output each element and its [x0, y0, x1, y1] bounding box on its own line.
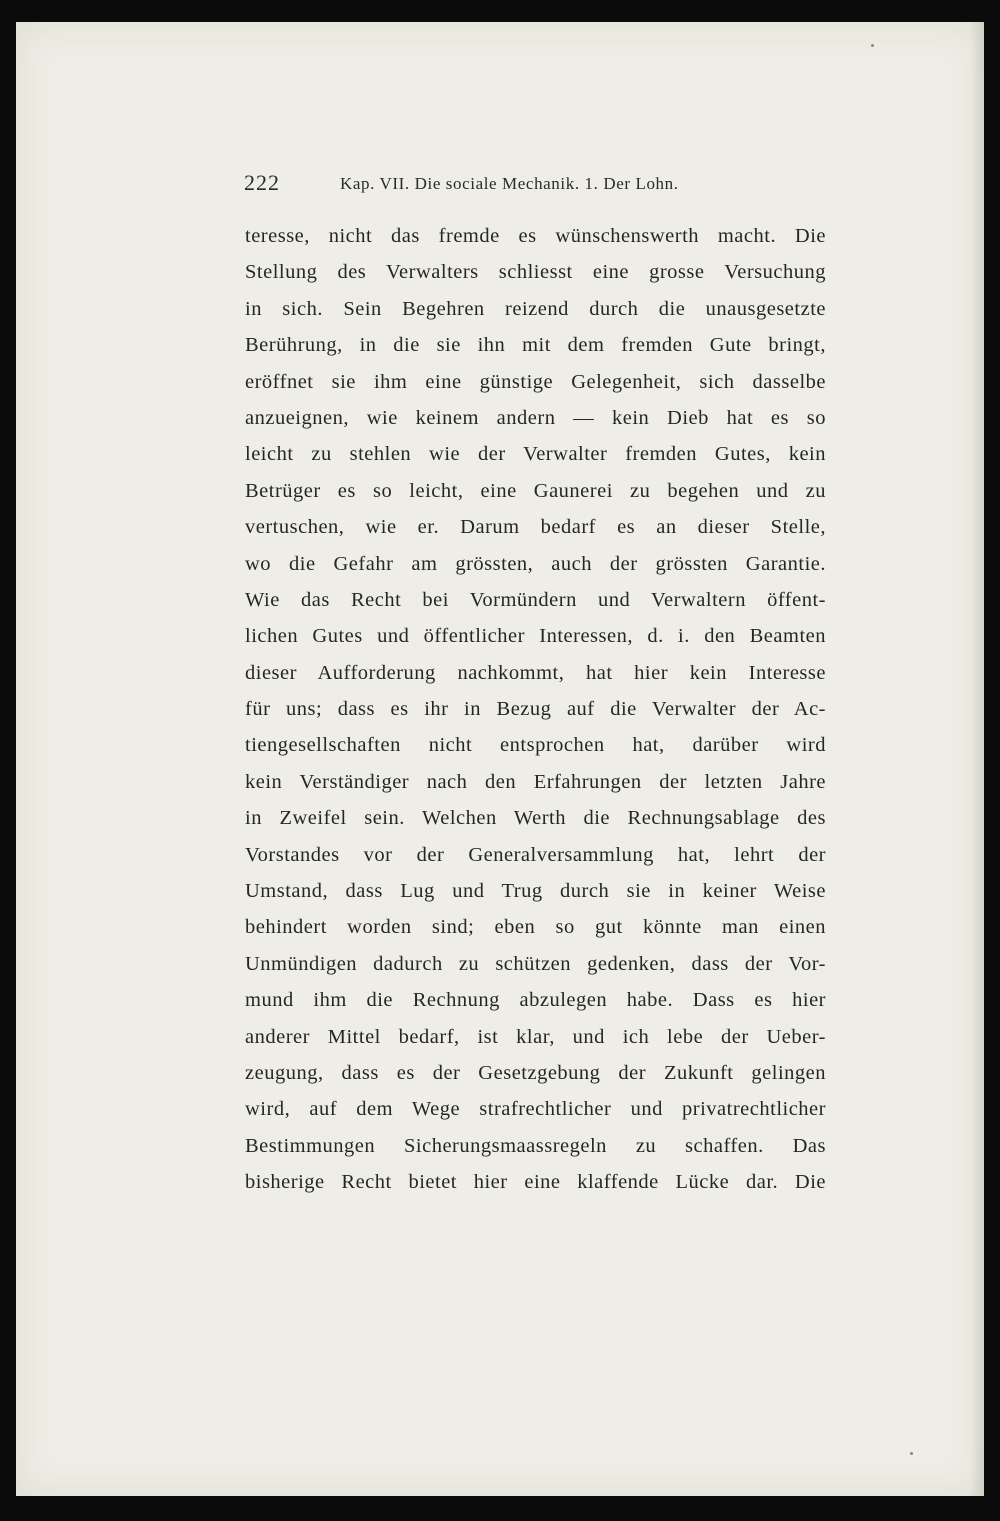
- text-line: eröffnet sie ihm eine günstige Gelegenheit, sich dasselbe: [245, 370, 826, 393]
- page-edge-shadow: [970, 22, 984, 1496]
- text-line: behindert worden sind; eben so gut könnte man einen: [245, 916, 826, 939]
- text-line: in Zweifel sein. Welchen Werth die Rechnungsablage des: [245, 807, 826, 830]
- text-line: Unmündigen dadurch zu schützen gedenken, dass der Vor-: [245, 952, 826, 975]
- text-line: teresse, nicht das fremde es wünschenswerth macht. Die: [245, 225, 826, 247]
- paper-speck: [871, 44, 874, 47]
- body-text: [245, 218, 826, 1201]
- text-line: Wie das Recht bei Vormündern und Verwaltern öffent-: [245, 588, 826, 611]
- text-line: lichen Gutes und öffentlicher Interessen, d. i. den Beamten: [245, 625, 826, 648]
- text-line: Stellung des Verwalters schliesst eine grosse Versuchung: [245, 261, 826, 284]
- running-head: Kap. VII. Die sociale Mechanik. 1. Der Lohn.: [340, 174, 679, 193]
- text-line: anderer Mittel bedarf, ist klar, und ich lebe der Ueber-: [245, 1025, 826, 1048]
- text-line: für uns; dass es ihr in Bezug auf die Verwalter der Ac-: [245, 698, 826, 721]
- text-line: anzueignen, wie keinem andern — kein Dieb hat es so: [245, 406, 826, 429]
- text-line: tiengesellschaften nicht entsprochen hat, darüber wird: [245, 734, 826, 757]
- text-line: Betrüger es so leicht, eine Gaunerei zu begehen und zu: [245, 479, 826, 502]
- text-line: Berührung, in die sie ihn mit dem fremden Gute bringt,: [245, 334, 826, 357]
- text-line: Umstand, dass Lug und Trug durch sie in keiner Weise: [245, 880, 826, 903]
- page-header: [244, 170, 844, 206]
- text-line: wird, auf dem Wege strafrechtlicher und privatrechtlicher: [245, 1098, 826, 1121]
- text-line: bisherige Recht bietet hier eine klaffende Lücke dar. Die: [245, 1171, 826, 1194]
- text-line: dieser Aufforderung nachkommt, hat hier kein Interesse: [245, 661, 826, 684]
- text-line: mund ihm die Rechnung abzulegen habe. Dass es hier: [245, 989, 826, 1012]
- text-line: in sich. Sein Begehren reizend durch die unausgesetzte: [245, 297, 826, 320]
- text-line: leicht zu stehlen wie der Verwalter fremden Gutes, kein: [245, 443, 826, 466]
- text-line: Bestimmungen Sicherungsmaassregeln zu schaffen. Das: [245, 1134, 826, 1157]
- page-number: 222: [244, 170, 280, 195]
- text-line: wo die Gefahr am grössten, auch der grössten Garantie.: [245, 552, 826, 575]
- text-line: kein Verständiger nach den Erfahrungen der letzten Jahre: [245, 770, 826, 793]
- text-line: Vorstandes vor der Generalversammlung hat, lehrt der: [245, 843, 826, 866]
- text-line: zeugung, dass es der Gesetzgebung der Zukunft gelingen: [245, 1061, 826, 1084]
- text-line: vertuschen, wie er. Darum bedarf es an dieser Stelle,: [245, 516, 826, 539]
- paper-speck: [910, 1452, 913, 1455]
